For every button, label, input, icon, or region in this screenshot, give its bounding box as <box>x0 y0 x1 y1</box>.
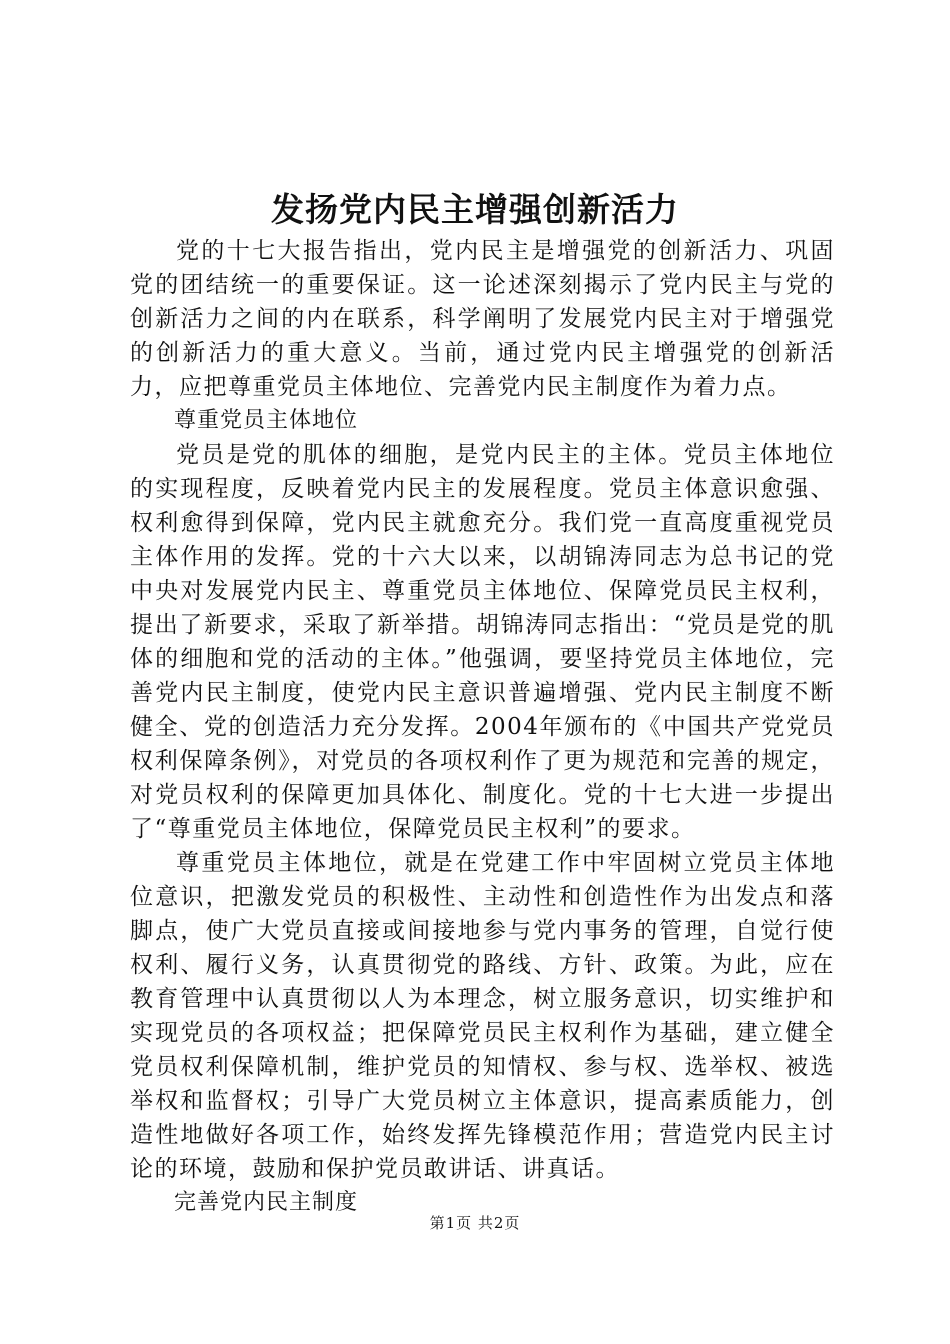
section-heading-respect-member-status: 尊重党员主体地位 <box>174 408 359 433</box>
paragraph-respect-member-status: 尊重党员主体地位，就是在党建工作中牢固树立党员主体地位意识，把激发党员的积极性、主动性和创造性作为出发点和落脚点，使广大党员直接或间接地参与党内事务的管理，自觉行使权利、履行义务，认真贯彻党的路线、方针、政策。为此，应在教育管理中认真贯彻以人为本理念，树立服务意识，切实维护和实现党员的各项权益；把保障党员民主权利作为基础，建立健全党员权利保障机制，维护党员的知情权、参与权、选举权、被选举权和监督权；引导广大党员树立主体意识，提高素质能力，创造性地做好各项工作，始终发挥先锋模范作用；营造党内民主讨论的环境，鼓励和保护党员敢讲话、讲真话。 <box>130 850 835 1182</box>
section-heading-improve-democracy-system: 完善党内民主制度 <box>174 1190 359 1215</box>
document-title: 发扬党内民主增强创新活力 <box>271 190 679 229</box>
paragraph-intro: 党的十七大报告指出，党内民主是增强党的创新活力、巩固党的团结统一的重要保证。这一论述深刻揭示了党内民主与党的创新活力之间的内在联系，科学阐明了发展党内民主对于增强党的创新活力的重大意义。当前，通过党内民主增强党的创新活力，应把尊重党员主体地位、完善党内民主制度作为着力点。 <box>130 238 835 400</box>
document-body <box>130 234 835 1220</box>
page-footer: 第1页 共2页 <box>429 1214 521 1232</box>
paragraph-member-status: 党员是党的肌体的细胞，是党内民主的主体。党员主体地位的实现程度，反映着党内民主的发展程度。党员主体意识愈强、权利愈得到保障，党内民主就愈充分。我们党一直高度重视党员主体作用的发挥。党的十六大以来，以胡锦涛同志为总书记的党中央对发展党内民主、尊重党员主体地位、保障党员民主权利，提出了新要求，采取了新举措。胡锦涛同志指出：“党员是党的肌体的细胞和党的活动的主体。”他强调，要坚持党员主体地位，完善党内民主制度，使党内民主意识普遍增强、党内民主制度不断健全、党的创造活力充分发挥。2004年颁布的《中国共产党党员权利保障条例》，对党员的各项权利作了更为规范和完善的规定，对党员权利的保障更加具体化、制度化。党的十七大进一步提出了“尊重党员主体地位，保障党员民主权利”的要求。 <box>130 442 835 842</box>
